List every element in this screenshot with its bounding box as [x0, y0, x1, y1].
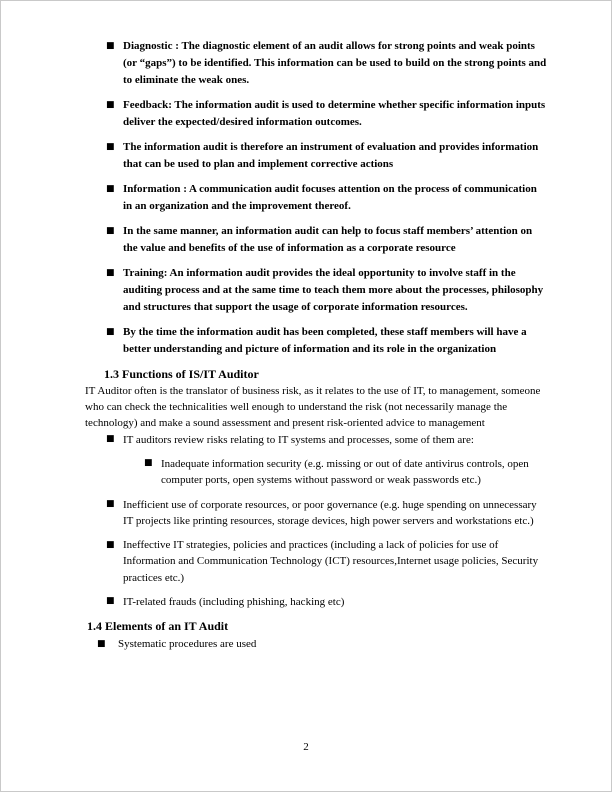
list-item-evaluation [85, 139, 547, 173]
list-item-text: By the time the information audit has been completed, these staff members will have a better understanding and picture of information and its role in the organization [123, 326, 527, 355]
list-item-understanding [85, 324, 547, 358]
bullet-square-icon: ■ [106, 100, 115, 110]
list-item-text: The information audit is therefore an instrument of evaluation and provides information that can be used to plan and implement corrective actions [123, 141, 539, 170]
section-heading-1-4: 1.4 Elements of an IT Audit [87, 619, 229, 634]
bullet-square-icon: ■ [106, 499, 115, 509]
list-item-text: Inefficient use of corporate resources, or poor governance (e.g. huge spending on unnecessary IT projects like printing resources, storage devices, high power servers and workstations etc.) [123, 498, 537, 527]
bullet-square-icon: ■ [106, 142, 115, 152]
list-item-information [85, 181, 547, 215]
it-auditor-risk-list [85, 432, 547, 611]
list-item-training [85, 265, 547, 316]
list-item-text: Information : A communication audit focuses attention on the process of communication in an organization and the improvement thereof. [123, 183, 537, 212]
list-item-feedback [85, 97, 547, 131]
bullet-square-icon: ■ [106, 434, 115, 445]
section-1-3-paragraph: IT Auditor often is the translator of business risk, as it relates to the use of IT, to management, someone who can check the technicalities well enough to understand the risk (not necessarily manage the technology) and make a sound assessment and present risk-oriented advice to management [85, 385, 541, 430]
list-item-inefficient-use [85, 497, 547, 530]
section-heading-1-3: 1.3 Functions of IS/IT Auditor [104, 367, 259, 381]
page-content [85, 38, 547, 653]
list-item-inadequate-security [85, 456, 547, 489]
list-item-systematic-procedures [85, 636, 547, 652]
bullet-square-icon: ■ [144, 458, 153, 469]
bullet-square-icon: ■ [106, 327, 115, 337]
bullet-square-icon: ■ [106, 41, 115, 51]
list-item-ineffective-strategies [85, 537, 547, 586]
list-item-text: Systematic procedures are used [118, 638, 257, 651]
audit-purpose-list [85, 38, 547, 358]
list-item-staff-attention [85, 223, 547, 257]
bullet-square-icon: ■ [106, 596, 115, 607]
list-item-text: In the same manner, an information audit can help to focus staff members’ attention on the value and benefits of the use of information as a corporate resource [123, 225, 533, 254]
bullet-square-icon: ■ [106, 184, 115, 194]
bullet-square-icon: ■ [97, 638, 106, 649]
list-item-text: Diagnostic : The diagnostic element of an audit allows for strong points and weak points (or “gaps”) to be identified. This information can be used to build on the strong points and to eliminate the weak ones. [123, 40, 547, 86]
list-item-text: Training: An information audit provides the ideal opportunity to involve staff in the auditing process and at the same time to teach them more about the processes, philosophy and structures that support the usage of corporate information resources. [123, 267, 544, 313]
bullet-square-icon: ■ [106, 539, 115, 550]
list-item-text: IT auditors review risks relating to IT systems and processes, some of them are: [123, 433, 474, 446]
page-number: 2 [303, 741, 309, 753]
list-item-diagnostic [85, 38, 547, 89]
list-item-it-auditors-review [85, 432, 547, 448]
list-item-text: Ineffective IT strategies, policies and practices (including a lack of policies for use of Information and Communication Technology (ICT) resources,Internet usage policies, Security practices etc.) [123, 539, 539, 584]
list-item-text: IT-related frauds (including phishing, hacking etc) [123, 595, 345, 608]
list-item-text: Inadequate information security (e.g. missing or out of date antivirus controls, open computer ports, open systems without password or weak passwords etc.) [161, 457, 529, 487]
bullet-square-icon: ■ [106, 268, 115, 278]
list-item-text: Feedback: The information audit is used to determine whether specific information inputs deliver the expected/desired information outcomes. [123, 99, 546, 128]
bullet-square-icon: ■ [106, 226, 115, 236]
list-item-it-related-frauds [85, 594, 547, 610]
